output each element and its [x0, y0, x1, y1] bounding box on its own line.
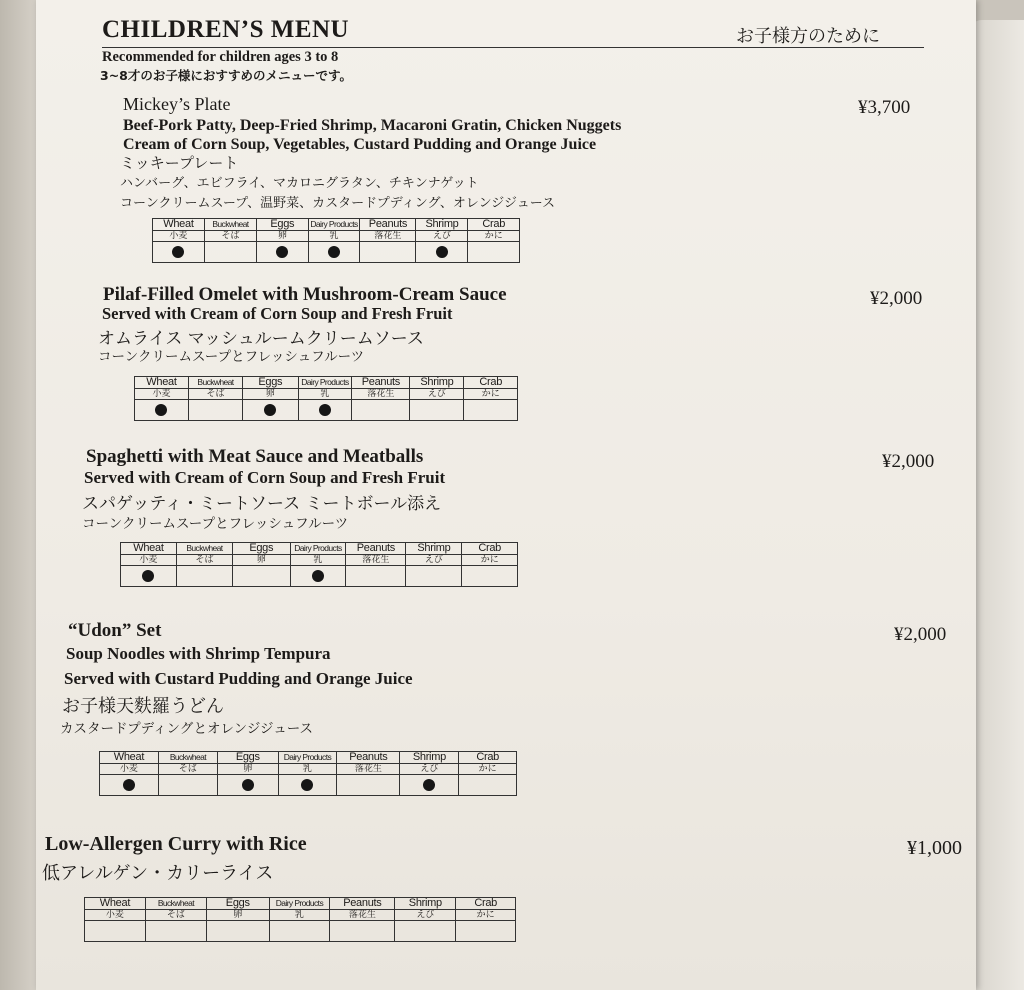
dish-description: Served with Cream of Corn Soup and Fresh Fruit: [84, 468, 446, 487]
allergen-cell: [100, 775, 159, 796]
allergen-header: Wheat: [121, 543, 177, 555]
allergen-row-mark: [121, 566, 518, 587]
allergen-header-jp: 卵: [243, 389, 298, 400]
allergen-cell: [278, 775, 337, 796]
allergen-header: Buckwheat: [158, 752, 217, 764]
allergen-header-jp: かに: [459, 764, 517, 775]
allergen-table: [99, 751, 517, 796]
allergen-header: Dairy Products: [278, 752, 337, 764]
allergen-cell: [462, 566, 518, 587]
allergen-table: [120, 542, 518, 587]
allergen-cell: [121, 566, 177, 587]
menu-title: CHILDREN’S MENU: [102, 16, 350, 43]
allergen-header: Buckwheat: [188, 377, 242, 389]
dish-description-jp: コーンクリームスープとフレッシュフルーツ: [98, 349, 365, 365]
dish-name-jp: お子様天麩羅うどん: [62, 696, 224, 717]
allergen-row-jp: [153, 231, 520, 242]
dish-description: Soup Noodles with Shrimp Tempura: [66, 644, 331, 663]
dish-name: Mickey’s Plate: [123, 94, 231, 114]
allergen-cell: [204, 242, 256, 263]
allergen-cell: [400, 775, 459, 796]
dish-name-jp: スパゲッティ・ミートソース ミートボール添え: [82, 494, 442, 514]
allergen-header: Crab: [456, 898, 516, 910]
allergen-cell: [456, 921, 516, 942]
allergen-header-jp: 落花生: [352, 389, 410, 400]
allergen-header: Crab: [464, 377, 518, 389]
allergen-header-jp: 小麦: [85, 910, 146, 921]
allergen-header: Eggs: [243, 377, 298, 389]
allergen-header-jp: そば: [188, 389, 242, 400]
allergen-cell: [352, 400, 410, 421]
allergen-cell: [188, 400, 242, 421]
allergen-cell: [135, 400, 189, 421]
allergen-cell: [360, 242, 416, 263]
allergen-header-jp: 落花生: [330, 910, 395, 921]
allergen-present-dot: [312, 570, 324, 582]
allergen-cell: [410, 400, 464, 421]
allergen-header-jp: 乳: [290, 555, 346, 566]
allergen-header-jp: 落花生: [337, 764, 400, 775]
dish-price: ¥2,000: [894, 624, 947, 645]
dish-description-jp: コーンクリームスープとフレッシュフルーツ: [82, 516, 349, 532]
allergen-cell: [153, 242, 205, 263]
allergen-present-dot: [328, 246, 340, 258]
dish-description: Cream of Corn Soup, Vegetables, Custard Pudding and Orange Juice: [123, 136, 597, 153]
allergen-header-jp: そば: [158, 764, 217, 775]
allergen-header: Eggs: [206, 898, 269, 910]
allergen-header: Crab: [468, 219, 520, 231]
allergen-present-dot: [123, 779, 135, 791]
menu-subtitle-jp: 3~8才のお子様におすすめのメニューです。: [100, 68, 352, 83]
allergen-header-jp: そば: [145, 910, 206, 921]
allergen-cell: [243, 400, 298, 421]
allergen-row-en: [100, 752, 517, 764]
allergen-header: Crab: [462, 543, 518, 555]
allergen-header-jp: かに: [456, 910, 516, 921]
allergen-header-jp: 乳: [308, 231, 360, 242]
allergen-cell: [416, 242, 468, 263]
allergen-cell: [337, 775, 400, 796]
allergen-row-en: [153, 219, 520, 231]
dish-description: Served with Custard Pudding and Orange Juice: [64, 669, 413, 688]
allergen-header: Wheat: [100, 752, 159, 764]
menu-title-jp: お子様方のために: [736, 26, 880, 47]
allergen-row-en: [135, 377, 518, 389]
allergen-header: Buckwheat: [145, 898, 206, 910]
menu-cover-edge: [968, 20, 1024, 990]
allergen-table: [152, 218, 520, 263]
allergen-header-jp: 乳: [278, 764, 337, 775]
allergen-cell: [176, 566, 232, 587]
allergen-header: Wheat: [85, 898, 146, 910]
allergen-cell: [464, 400, 518, 421]
allergen-present-dot: [172, 246, 184, 258]
dish-description-jp: カスタードプディングとオレンジジュース: [60, 721, 314, 737]
allergen-header: Shrimp: [410, 377, 464, 389]
allergen-row-jp: [135, 389, 518, 400]
allergen-cell: [257, 242, 309, 263]
allergen-row-en: [121, 543, 518, 555]
allergen-header: Peanuts: [346, 543, 406, 555]
allergen-cell: [468, 242, 520, 263]
allergen-header: Wheat: [135, 377, 189, 389]
allergen-row-jp: [100, 764, 517, 775]
dish-name: “Udon” Set: [68, 620, 162, 641]
allergen-header-jp: 卵: [217, 764, 278, 775]
allergen-cell: [290, 566, 346, 587]
allergen-header: Shrimp: [416, 219, 468, 231]
allergen-row-mark: [153, 242, 520, 263]
allergen-header-jp: 落花生: [360, 231, 416, 242]
allergen-row-jp: [85, 910, 516, 921]
allergen-table: [134, 376, 518, 421]
allergen-present-dot: [242, 779, 254, 791]
allergen-header-jp: 乳: [298, 389, 352, 400]
allergen-header: Buckwheat: [204, 219, 256, 231]
allergen-row-en: [85, 898, 516, 910]
allergen-header-jp: 小麦: [153, 231, 205, 242]
allergen-cell: [145, 921, 206, 942]
menu-subtitle: Recommended for children ages 3 to 8: [102, 49, 339, 65]
allergen-present-dot: [423, 779, 435, 791]
allergen-present-dot: [264, 404, 276, 416]
allergen-row-mark: [85, 921, 516, 942]
dish-description-jp: コーンクリームスープ、温野菜、カスタードプディング、オレンジジュース: [120, 196, 556, 211]
allergen-header: Peanuts: [337, 752, 400, 764]
dish-name-jp: オムライス マッシュルームクリームソース: [98, 329, 424, 349]
menu-page: [36, 0, 976, 990]
dish-price: ¥2,000: [882, 451, 935, 472]
allergen-header-jp: えび: [410, 389, 464, 400]
allergen-header: Peanuts: [330, 898, 395, 910]
dish-price: ¥3,700: [858, 97, 911, 118]
header-divider: [102, 47, 924, 48]
allergen-header-jp: 落花生: [346, 555, 406, 566]
allergen-cell: [233, 566, 291, 587]
allergen-row-mark: [135, 400, 518, 421]
table-background: [0, 0, 40, 990]
allergen-header-jp: 卵: [233, 555, 291, 566]
allergen-header: Dairy Products: [308, 219, 360, 231]
allergen-header-jp: 卵: [206, 910, 269, 921]
allergen-present-dot: [155, 404, 167, 416]
allergen-table: [84, 897, 516, 942]
allergen-cell: [269, 921, 330, 942]
allergen-header: Dairy Products: [269, 898, 330, 910]
allergen-cell: [298, 400, 352, 421]
allergen-header-jp: えび: [406, 555, 462, 566]
allergen-header: Peanuts: [352, 377, 410, 389]
dish-name: Spaghetti with Meat Sauce and Meatballs: [86, 446, 424, 467]
allergen-header: Buckwheat: [176, 543, 232, 555]
allergen-header-jp: 小麦: [100, 764, 159, 775]
dish-name-jp: 低アレルゲン・カリーライス: [42, 863, 274, 884]
allergen-header: Shrimp: [400, 752, 459, 764]
dish-description: Served with Cream of Corn Soup and Fresh Fruit: [102, 304, 453, 323]
allergen-header: Dairy Products: [298, 377, 352, 389]
allergen-header: Eggs: [257, 219, 309, 231]
allergen-row-jp: [121, 555, 518, 566]
allergen-header: Eggs: [233, 543, 291, 555]
allergen-header-jp: えび: [416, 231, 468, 242]
allergen-header-jp: 小麦: [135, 389, 189, 400]
allergen-header-jp: かに: [468, 231, 520, 242]
allergen-present-dot: [276, 246, 288, 258]
allergen-header-jp: 卵: [257, 231, 309, 242]
allergen-cell: [459, 775, 517, 796]
allergen-header: Shrimp: [406, 543, 462, 555]
allergen-cell: [346, 566, 406, 587]
allergen-header-jp: えび: [400, 764, 459, 775]
allergen-header: Wheat: [153, 219, 205, 231]
allergen-header: Dairy Products: [290, 543, 346, 555]
allergen-header: Crab: [459, 752, 517, 764]
allergen-header: Eggs: [217, 752, 278, 764]
allergen-cell: [158, 775, 217, 796]
allergen-cell: [406, 566, 462, 587]
allergen-present-dot: [142, 570, 154, 582]
allergen-header-jp: そば: [176, 555, 232, 566]
dish-description: Beef-Pork Patty, Deep-Fried Shrimp, Macaroni Gratin, Chicken Nuggets: [123, 117, 622, 134]
allergen-header-jp: えび: [395, 910, 456, 921]
dish-name: Low-Allergen Curry with Rice: [45, 833, 307, 855]
allergen-header-jp: 乳: [269, 910, 330, 921]
allergen-cell: [206, 921, 269, 942]
dish-description-jp: ハンバーグ、エビフライ、マカロニグラタン、チキンナゲット: [120, 176, 479, 191]
allergen-header: Peanuts: [360, 219, 416, 231]
dish-price: ¥1,000: [907, 837, 962, 859]
allergen-cell: [330, 921, 395, 942]
allergen-cell: [395, 921, 456, 942]
allergen-header-jp: 小麦: [121, 555, 177, 566]
dish-name: Pilaf-Filled Omelet with Mushroom-Cream Sauce: [103, 284, 507, 305]
allergen-present-dot: [301, 779, 313, 791]
dish-price: ¥2,000: [870, 288, 923, 309]
allergen-present-dot: [436, 246, 448, 258]
allergen-header-jp: かに: [464, 389, 518, 400]
allergen-cell: [308, 242, 360, 263]
allergen-header: Shrimp: [395, 898, 456, 910]
allergen-present-dot: [319, 404, 331, 416]
allergen-header-jp: そば: [204, 231, 256, 242]
allergen-cell: [217, 775, 278, 796]
dish-name-jp: ミッキープレート: [120, 154, 239, 172]
allergen-header-jp: かに: [462, 555, 518, 566]
allergen-row-mark: [100, 775, 517, 796]
allergen-cell: [85, 921, 146, 942]
